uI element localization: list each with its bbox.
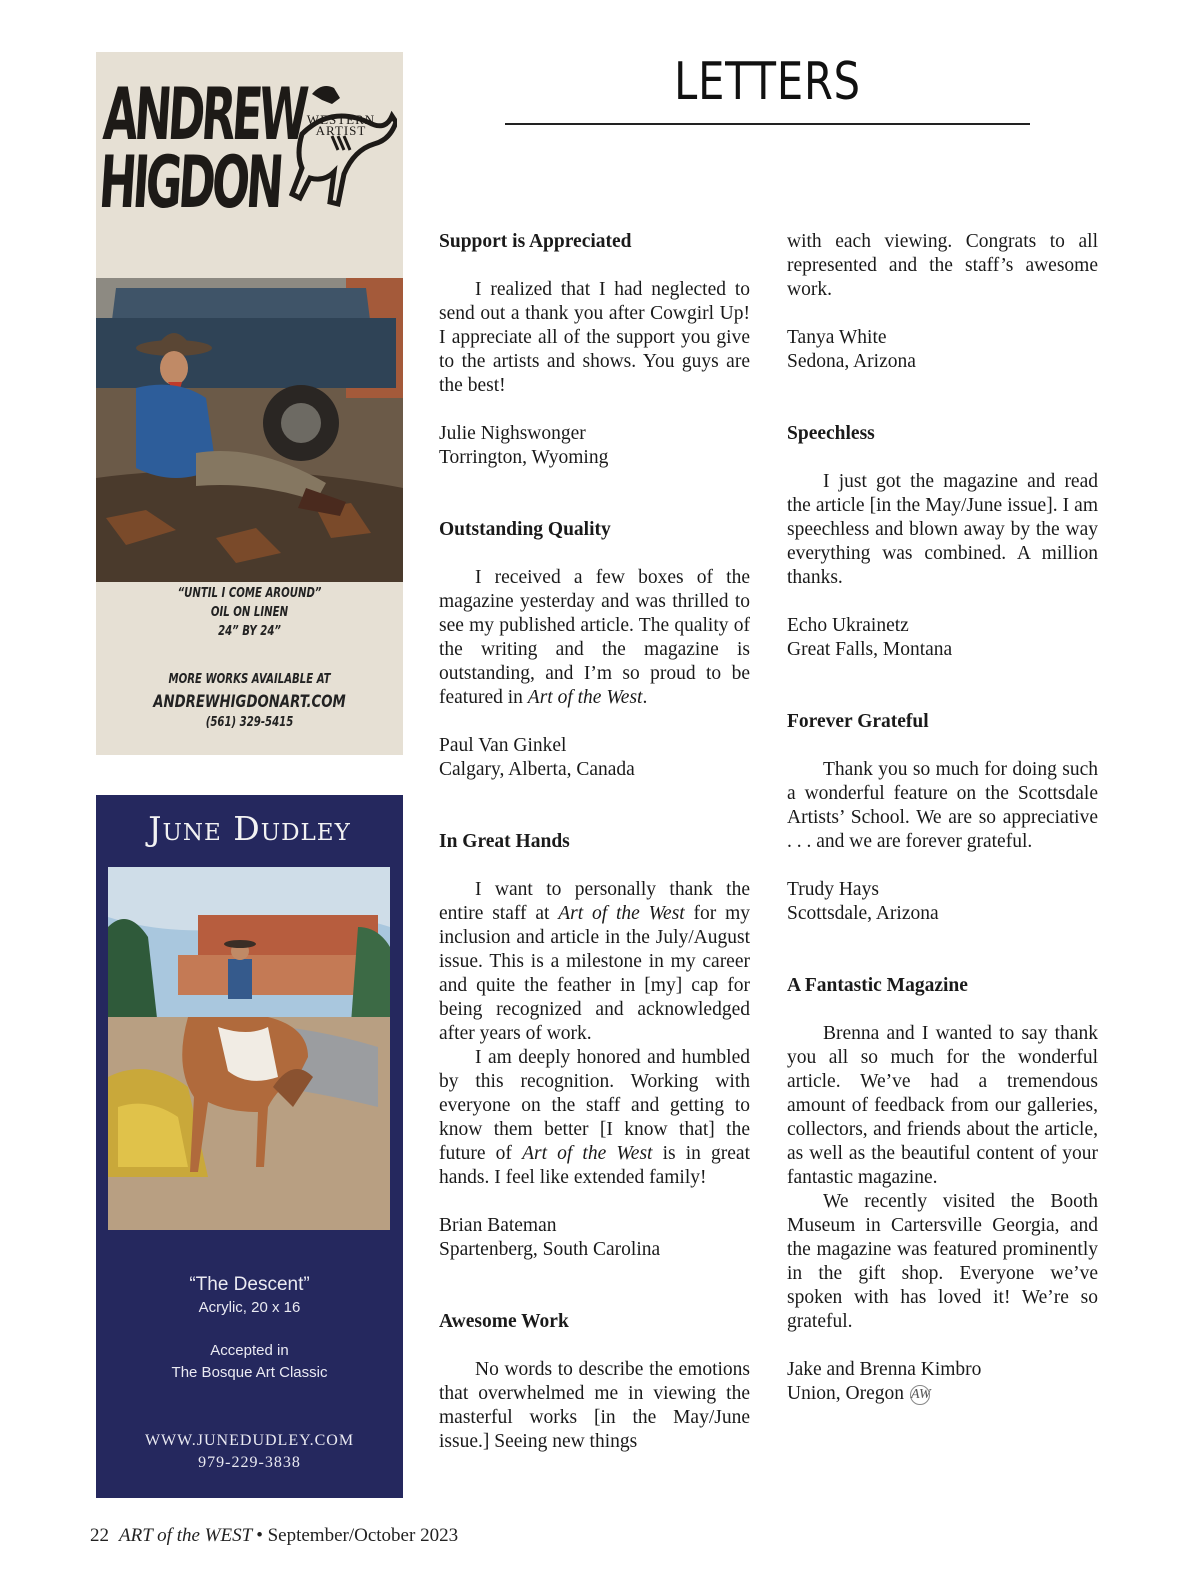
letter-signature	[439, 422, 750, 470]
author-location: Sedona, Arizona	[787, 351, 916, 372]
issue-date: September/October 2023	[267, 1525, 459, 1546]
letter-body: I realized that I had neglected to send out a thank you after Cowgirl Up! I appreciate all of the support you give to the artists and shows. You guys are the best!	[439, 279, 750, 396]
author-name: Jake and Brenna Kimbro	[787, 1359, 982, 1380]
letter-heading: Forever Grateful	[787, 711, 929, 732]
letter-heading: Support is Appreciated	[439, 231, 632, 252]
artist-phone: 979-229-3838	[198, 1454, 301, 1471]
letter-body: No words to describe the emotions that overwhelmed me in viewing the masterful works [in the May/June issue.] Seeing new things	[439, 1359, 750, 1452]
letter-speechless	[787, 422, 1098, 662]
letter-awesome	[439, 1310, 750, 1454]
artwork-medium: OIL ON LINEN	[210, 605, 289, 620]
letter-signature	[787, 326, 1098, 374]
letter-signature	[787, 614, 1098, 662]
letter-body: I received a few boxes of the magazine yesterday and was thrilled to see my published article. The quality of the writing and the magazine is outstanding, and I’m so proud to be featured in Art of the West.	[439, 567, 750, 708]
letter-signature	[787, 878, 1098, 926]
letter-body: with each viewing. Congrats to all represented and the staff’s awesome work.	[787, 231, 1098, 300]
author-name: Trudy Hays	[787, 879, 879, 900]
letter-heading: In Great Hands	[439, 831, 570, 852]
author-name: Julie Nighswonger	[439, 423, 586, 444]
aw-end-mark-icon: AW	[910, 1385, 930, 1405]
letter-fantastic	[787, 974, 1098, 1406]
author-name: Paul Van Ginkel	[439, 735, 567, 756]
advertisement-andrew-higdon	[96, 52, 403, 755]
title-divider	[505, 123, 1030, 125]
letter-heading: A Fantastic Magazine	[787, 975, 968, 996]
letter-body: I am deeply honored and humbled by this recognition. Working with everyone on the staff and getting to know them better [I know that] the future of Art of the West is in great hands. I feel like extended family!	[439, 1047, 750, 1188]
letter-grateful	[787, 710, 1098, 926]
more-works-label: MORE WORKS AVAILABLE AT	[168, 672, 331, 687]
magazine-name: ART of the WEST	[119, 1525, 253, 1546]
letter-heading: Outstanding Quality	[439, 519, 611, 540]
author-name: Tanya White	[787, 327, 887, 348]
author-location: Scottsdale, Arizona	[787, 903, 939, 924]
horse-rider-painting	[108, 867, 390, 1230]
letter-body: Thank you so much for doing such a wonderful feature on the Scottsdale Artists’ School. We are so appreciative . . . and we are forever grateful.	[787, 759, 1098, 852]
letters-column-left	[439, 230, 750, 1454]
advertisement-june-dudley	[96, 795, 403, 1498]
author-location: Torrington, Wyoming	[439, 447, 609, 468]
letter-heading: Speechless	[787, 423, 875, 444]
artwork-size: 24” BY 24”	[218, 624, 281, 639]
artwork-medium: Acrylic, 20 x 16	[198, 1299, 301, 1316]
page-footer	[90, 1525, 458, 1547]
letter-body: We recently visited the Booth Museum in Cartersville Georgia, and the magazine was featured prominently in the gift shop. Everyone we’ve spoken with has loved it! We’re so grateful.	[787, 1191, 1098, 1332]
author-location: Spartenberg, South Carolina	[439, 1239, 661, 1260]
artist-logo-name: ANDREW HIGDON	[96, 72, 308, 224]
author-location: Union, Oregon	[787, 1383, 904, 1404]
letter-body: Brenna and I wanted to say thank you all so much for the wonderful article. We’ve had a tremendous amount of feedback from our galleries, collectors, and friends about the article, as well as the beautiful content of your fantastic magazine.	[787, 1023, 1098, 1188]
letters-column-right	[787, 230, 1098, 1406]
letter-body: I just got the magazine and read the article [in the May/June issue]. I am speechless and blown away by the way everything was combined. A million thanks.	[787, 471, 1098, 588]
author-name: Brian Bateman	[439, 1215, 557, 1236]
author-name: Echo Ukrainetz	[787, 615, 909, 636]
letter-hands	[439, 830, 750, 1262]
author-location: Great Falls, Montana	[787, 639, 953, 660]
letter-body: I want to personally thank the entire staff at Art of the West for my inclusion and article in the July/August issue. This is a milestone in my career and quite the feather in [my] cap for being recognized and acknowledged after years of work.	[439, 879, 750, 1044]
letter-heading: Awesome Work	[439, 1311, 569, 1332]
cowboy-painting	[96, 278, 403, 582]
artwork-title: “The Descent”	[189, 1274, 310, 1295]
artist-website: ANDREWHIGDONART.COM	[153, 692, 346, 712]
artist-name: June Dudley	[148, 809, 351, 848]
author-location: Calgary, Alberta, Canada	[439, 759, 635, 780]
artist-phone: (561) 329-5415	[205, 715, 294, 730]
accepted-show: The Bosque Art Classic	[171, 1364, 328, 1381]
letter-awesome-continued	[787, 230, 1098, 374]
letter-signature	[787, 1358, 1098, 1406]
page-title: LETTERS	[674, 52, 861, 112]
letter-quality	[439, 518, 750, 782]
artist-logo-tagline: WESTERN ARTIST	[306, 112, 376, 138]
accepted-label: Accepted in	[210, 1342, 289, 1359]
letter-signature	[439, 734, 750, 782]
footer-separator: •	[256, 1525, 263, 1546]
page-number: 22	[90, 1525, 109, 1546]
artist-website: WWW.JUNEDUDLEY.COM	[144, 1432, 355, 1449]
letter-signature	[439, 1214, 750, 1262]
letter-support	[439, 230, 750, 470]
artwork-title: “UNTIL I COME AROUND”	[177, 586, 322, 601]
